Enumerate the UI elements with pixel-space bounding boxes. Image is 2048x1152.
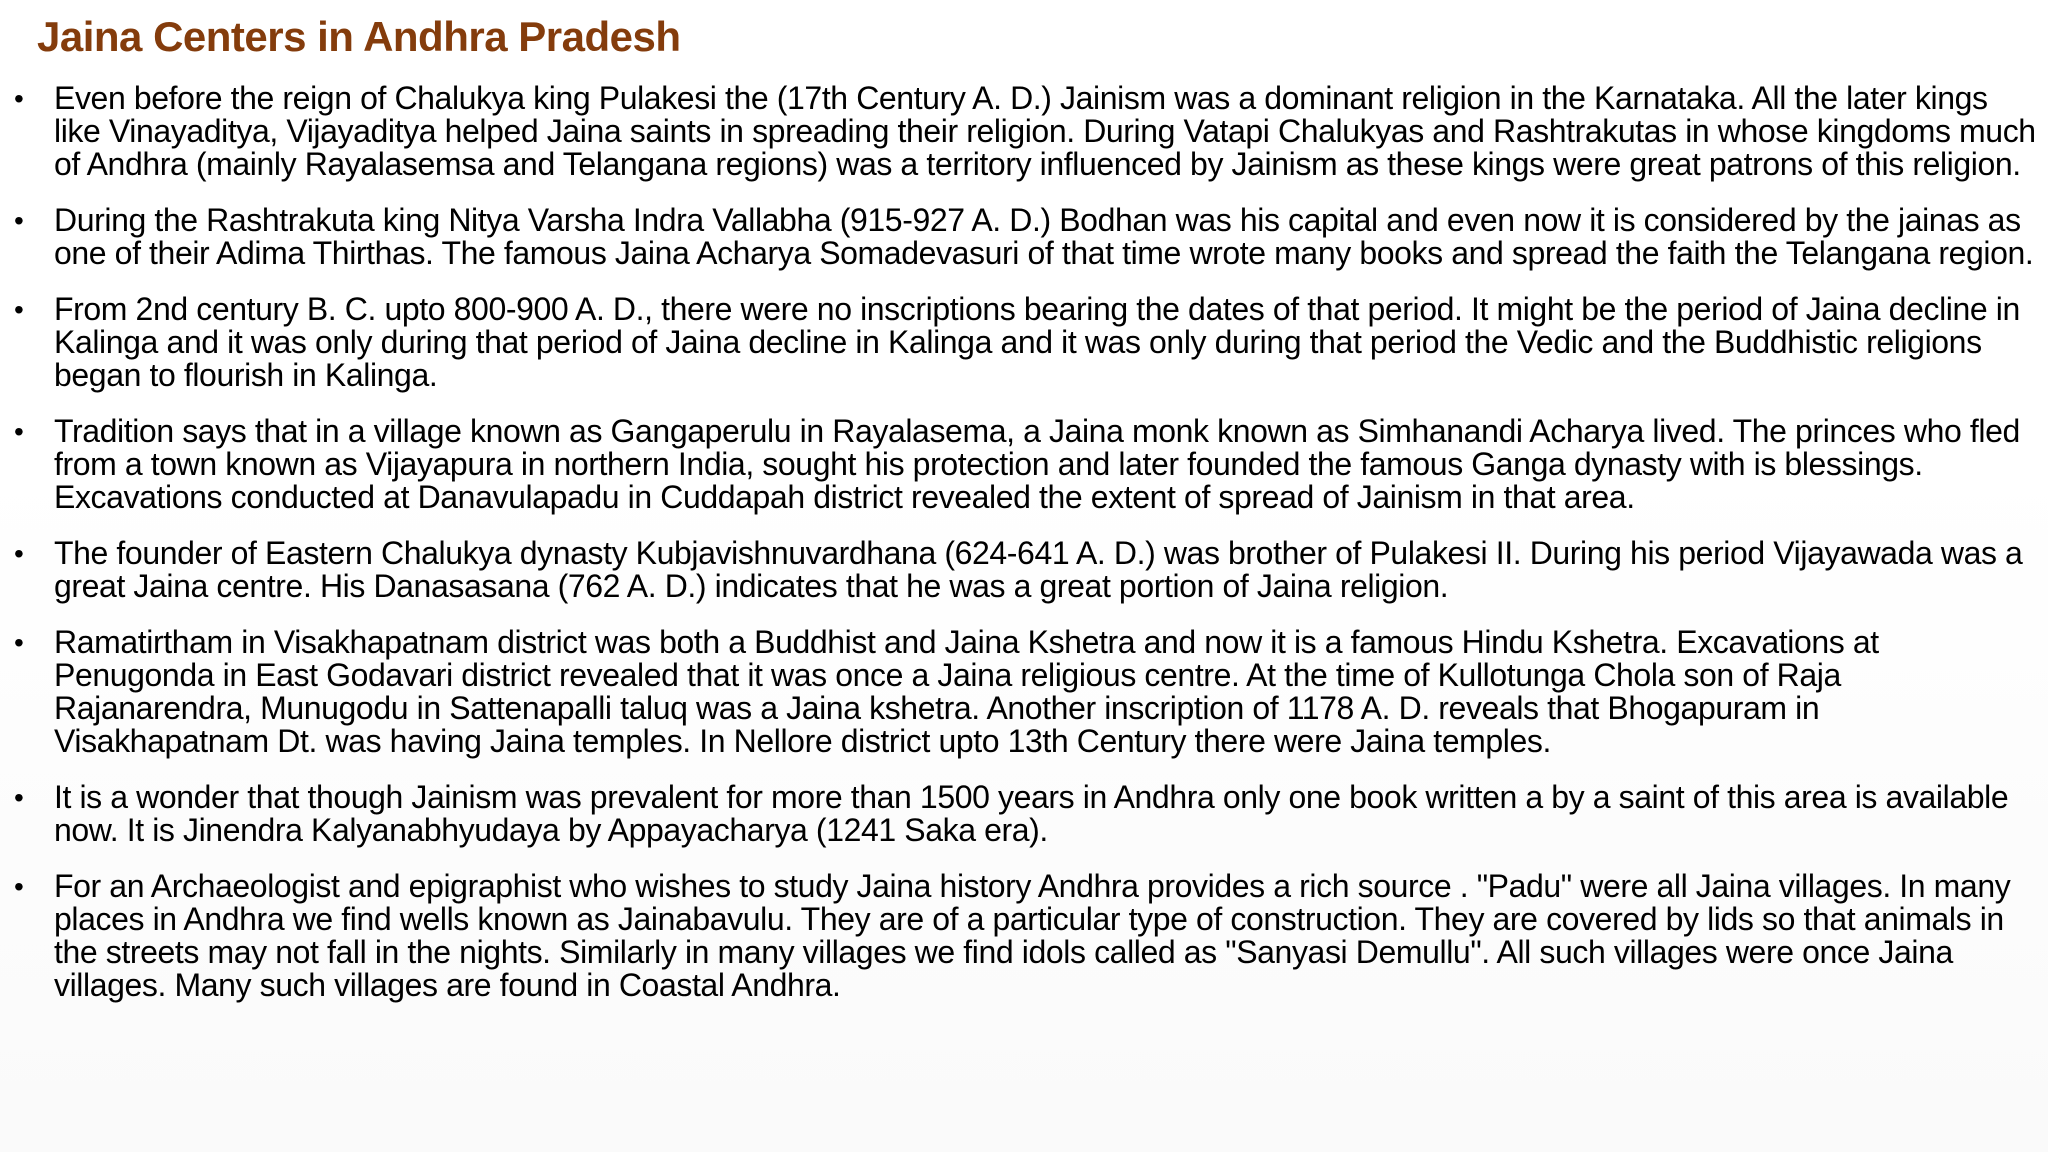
bullet-list bbox=[0, 82, 2048, 1025]
bullet-marker: • bbox=[14, 538, 24, 569]
bullet-text: Tradition says that in a village known as Gangaperulu in Rayalasema, a Jaina monk known as Simhanandi Acharya lived. The princes who fled from a town known as Vijayapura in northern India, sought his protection and later founded the famous Ganga dynasty with is blessings. Excavations conducted at Danavulapadu in Cuddapah district revealed the extent of spread of Jainism in that area. bbox=[54, 413, 2020, 515]
bullet-item bbox=[0, 537, 2048, 603]
bullet-item bbox=[0, 204, 2048, 270]
bullet-marker: • bbox=[14, 294, 24, 325]
bullet-marker: • bbox=[14, 205, 24, 236]
bullet-marker: • bbox=[14, 416, 24, 447]
bullet-text: For an Archaeologist and epigraphist who wishes to study Jaina history Andhra provides a rich source . "Padu" were all Jaina villages. In many places in Andhra we find wells known as Jainabavulu. They are of a particular type of construction. They are covered by lids so that animals in the streets may not fall in the nights. Similarly in many villages we find idols called as "Sanyasi Demullu". All such villages were once Jaina villages. Many such villages are found in Coastal Andhra. bbox=[54, 868, 2011, 1003]
bullet-text: It is a wonder that though Jainism was prevalent for more than 1500 years in Andhra only one book written a by a saint of this area is available now. It is Jinendra Kalyanabhyudaya by Appayacharya (1241 Saka era). bbox=[54, 779, 2009, 848]
bullet-text: Even before the reign of Chalukya king Pulakesi the (17th Century A. D.) Jainism was a dominant religion in the Karnataka. All the later kings like Vinayaditya, Vijayaditya helped Jaina saints in spreading their religion. During Vatapi Chalukyas and Rashtrakutas in whose kingdoms much of Andhra (mainly Rayalasemsa and Telangana regions) was a territory influenced by Jainism as these kings were great patrons of this religion. bbox=[54, 80, 2036, 182]
bullet-text: The founder of Eastern Chalukya dynasty Kubjavishnuvardhana (624-641 A. D.) was brother of Pulakesi II. During his period Vijayawada was a great Jaina centre. His Danasasana (762 A. D.) indicates that he was a great portion of Jaina religion. bbox=[54, 535, 2023, 604]
bullet-text: During the Rashtrakuta king Nitya Varsha Indra Vallabha (915-927 A. D.) Bodhan was his capital and even now it is considered by the jainas as one of their Adima Thirthas. The famous Jaina Acharya Somadevasuri of that time wrote many books and spread the faith the Telangana region. bbox=[54, 202, 2034, 271]
bullet-text: From 2nd century B. C. upto 800-900 A. D., there were no inscriptions bearing the dates of that period. It might be the period of Jaina decline in Kalinga and it was only during that period of Jaina decline in Kalinga and it was only during that period the Vedic and the Buddhistic religions began to flourish in Kalinga. bbox=[54, 291, 2020, 393]
bullet-item bbox=[0, 82, 2048, 181]
slide-title: Jaina Centers in Andhra Pradesh bbox=[37, 13, 681, 60]
bullet-text: Ramatirtham in Visakhapatnam district was both a Buddhist and Jaina Kshetra and now it is a famous Hindu Kshetra. Excavations at Penugonda in East Godavari district revealed that it was once a Jaina religious centre. At the time of Kullotunga Chola son of Raja Rajanarendra, Munugodu in Sattenapalli taluq was a Jaina kshetra. Another inscription of 1178 A. D. reveals that Bhogapuram in Visakhapatnam Dt. was having Jaina temples. In Nellore district upto 13th Century there were Jaina temples. bbox=[54, 624, 1879, 759]
bullet-marker: • bbox=[14, 782, 24, 813]
bullet-item bbox=[0, 293, 2048, 392]
bullet-marker: • bbox=[14, 871, 24, 902]
bullet-marker: • bbox=[14, 83, 24, 114]
bullet-item bbox=[0, 870, 2048, 1002]
bullet-item bbox=[0, 415, 2048, 514]
bullet-marker: • bbox=[14, 627, 24, 658]
bullet-item bbox=[0, 781, 2048, 847]
bullet-item bbox=[0, 626, 2048, 758]
